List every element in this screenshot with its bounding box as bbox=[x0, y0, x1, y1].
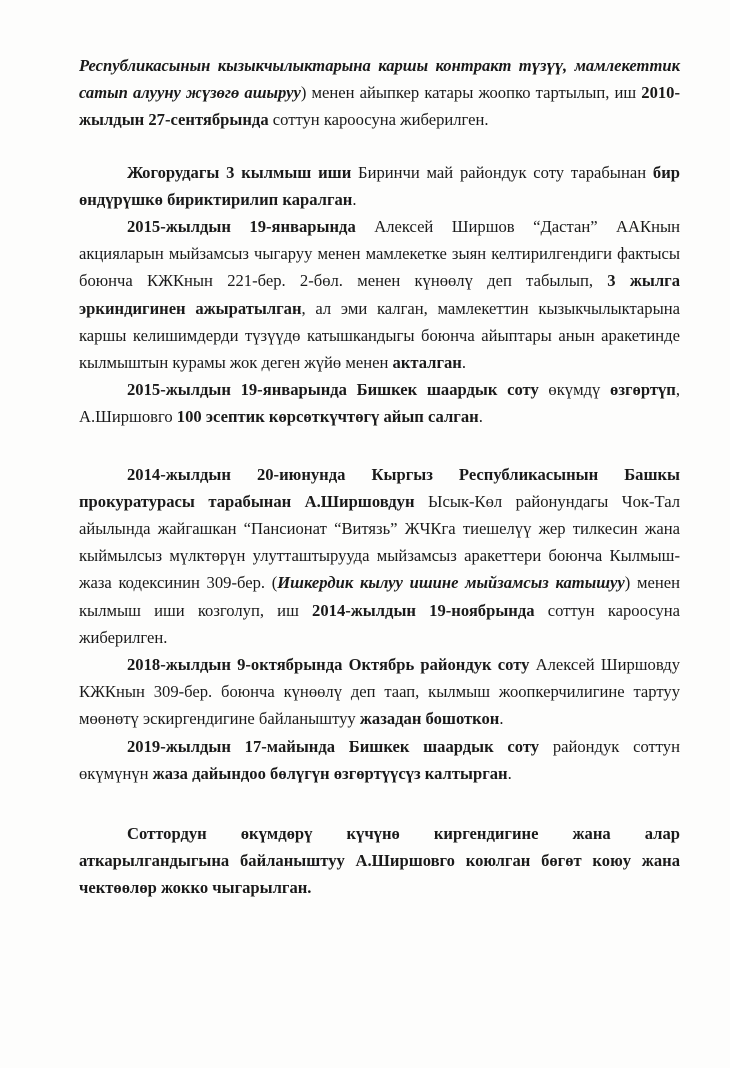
text-bold: 2018-жылдын 9-октябрында Октябрь райондук соту bbox=[127, 655, 530, 675]
text-bold: 2019-жылдын 17-майында Бишкек шаардык соту bbox=[127, 736, 540, 756]
text-bold: Жогорудагы 3 кылмыш иши bbox=[127, 162, 352, 182]
text: Биринчи май райондук соту тарабынан bbox=[351, 162, 653, 182]
paragraph-1 bbox=[79, 52, 680, 134]
text: . bbox=[352, 189, 357, 209]
text: Ысык-Көл районундагы Чок-Тал айылында жайгашкан “Пансионат “Витязь” ЖЧКга тиешелүү жер тилкесин жана кыймылсыз мүлктөрүн улутташтырууда мыйзамсыз аракеттери боюнча Кылмыш-жаза кодексинин 309-бер. ( bbox=[79, 491, 680, 593]
text-bold: 3 жылга эркиндигинен ажыратылган bbox=[79, 271, 681, 318]
text: соттун кароосуна жиберилген. bbox=[268, 110, 489, 130]
paragraph-6 bbox=[79, 651, 680, 733]
text-bold: 2015-жылдын 19-январында bbox=[127, 217, 356, 237]
text: ) менен кылмыш иши козголуп, иш bbox=[79, 573, 680, 620]
text-bold: 2015-жылдын 19-январында Бишкек шаардык соту bbox=[127, 380, 539, 400]
text-bold: жазадан бошоткон bbox=[359, 709, 500, 729]
text: , ал эми калган, мамлекеттин кызыкчылыктарына каршы келишимдерди түзүүдө катышкандыгы боюнча айыптары анын аракетинде кылмыштын курамы жок деген жүйө менен bbox=[79, 298, 680, 373]
text-bold-italic: Республикасынын кызыкчылыктарына каршы контракт түзүү, мамлекеттик сатып алууну жүзөгө ашыруу bbox=[79, 56, 680, 103]
text: Алексей Ширшов “Дастан” ААКнын акцияларын мыйзамсыз чыгаруу менен мамлекетке зыян келтирилгендиги фактысы боюнча КЖКнын 221-бер. 2-бөл. менен күнөөлү деп табылып, bbox=[79, 217, 680, 291]
text: соттун кароосуна жиберилген. bbox=[79, 600, 681, 647]
text-bold: 2014-жылдын 19-ноябрында bbox=[312, 600, 535, 620]
text: . bbox=[461, 353, 467, 373]
text: өкүмдү bbox=[538, 380, 611, 400]
text-bold: 2014-жылдын 20-июнунда Кыргыз Республикасынын Башкы прокуратурасы тарабынан А.Ширшовдун bbox=[79, 464, 680, 511]
paragraph-3 bbox=[79, 213, 680, 376]
text-bold: өзгөртүп bbox=[610, 380, 676, 400]
text: . bbox=[499, 709, 504, 729]
text: . bbox=[478, 407, 483, 427]
text: райондук соттун өкүмүнүн bbox=[79, 736, 680, 783]
text-bold: 100 эсептик көрсөткүчтөгү айып салган bbox=[176, 407, 479, 427]
paragraph-7 bbox=[79, 733, 680, 787]
text: . bbox=[507, 763, 512, 783]
paragraph-4 bbox=[79, 376, 680, 430]
paragraph-5 bbox=[79, 461, 680, 651]
text-bold: жаза дайындоо бөлүгүн өзгөртүүсүз калтырган bbox=[152, 763, 508, 783]
text: ) менен айыпкер катары жоопко тартылып, иш bbox=[300, 83, 642, 103]
text-bold: 2010-жылдын 27-сентябрында bbox=[79, 83, 680, 130]
text-bold-italic: Ишкердик кылуу ишине мыйзамсыз катышуу bbox=[277, 573, 625, 593]
paragraph-2 bbox=[79, 159, 680, 213]
text-bold: бир өндүрүшкө бириктирилип каралган bbox=[79, 162, 680, 209]
text: , А.Ширшовго bbox=[79, 380, 680, 427]
text: Алексей Ширшовду КЖКнын 309-бер. боюнча күнөөлү деп таап, кылмыш жоопкерчилигине тартуу мөөнөтү эскиргендигине байланыштуу bbox=[79, 655, 680, 729]
text-bold: Соттордун өкүмдөрү күчүнө киргендигине жана алар аткарылгандыгына байланыштуу А.Ширшовго коюлган бөгөт коюу жана чектөөлөр жокко чыгарылган. bbox=[79, 824, 680, 898]
text-bold: акталган bbox=[392, 353, 462, 373]
paragraph-8 bbox=[79, 820, 680, 902]
